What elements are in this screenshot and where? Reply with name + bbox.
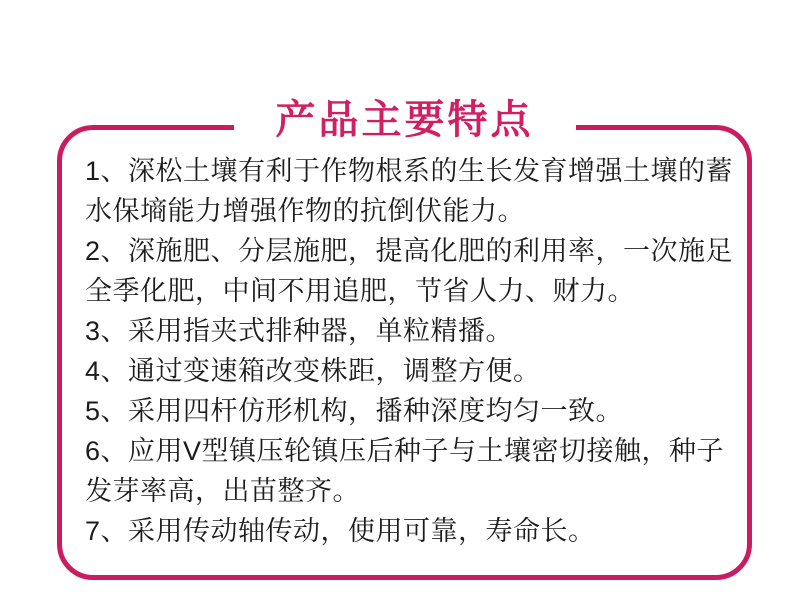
feature-item-4: 4、通过变速箱改变株距，调整方便。 xyxy=(85,356,541,386)
feature-item-6: 6、应用V型镇压轮镇压后种子与土壤密切接触，种子发芽率高，出苗整齐。 xyxy=(85,436,725,506)
features-list xyxy=(62,130,747,551)
feature-item-2: 2、深施肥、分层施肥，提高化肥的利用率，一次施足全季化肥，中间不用追肥，节省人力、财力。 xyxy=(85,236,734,306)
title-row xyxy=(57,94,752,146)
page-title: 产品主要特点 xyxy=(234,94,576,146)
feature-item-7: 7、采用传动轴传动，使用可靠，寿命长。 xyxy=(85,516,596,546)
feature-item-5: 5、采用四杆仿形机构，播种深度均匀一致。 xyxy=(85,396,624,426)
feature-item-1: 1、深松土壤有利于作物根系的生长发育增强土壤的蓄水保墒能力增强作物的抗倒伏能力。 xyxy=(85,156,734,226)
feature-item-3: 3、采用指夹式排种器，单粒精播。 xyxy=(85,316,514,346)
